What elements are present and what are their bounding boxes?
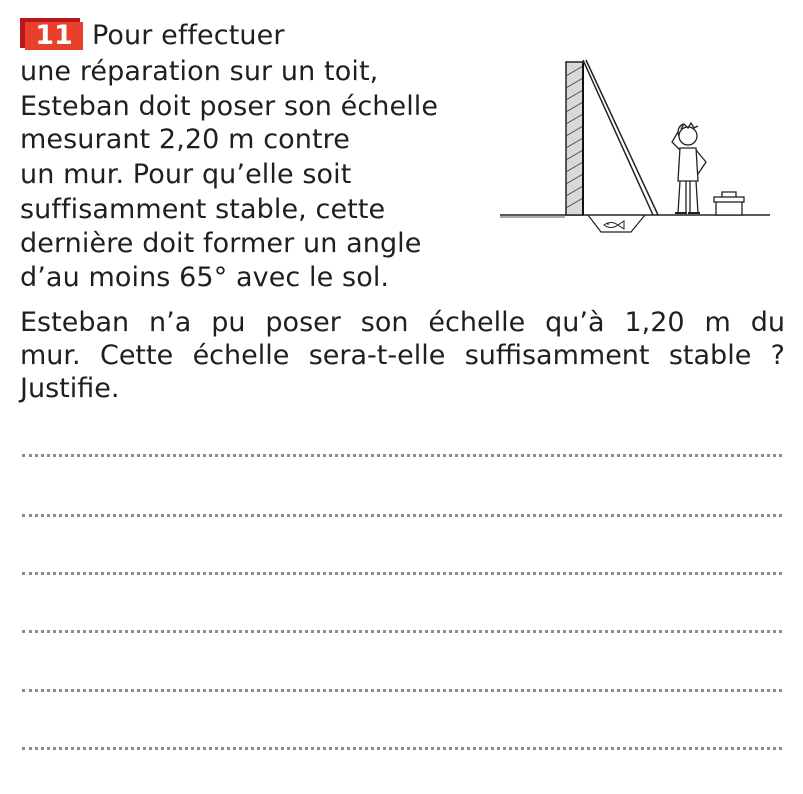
wall: [566, 62, 583, 215]
answer-dotted-line-6[interactable]: [22, 747, 782, 750]
ladder-illustration: [500, 56, 772, 240]
answer-dotted-line-2[interactable]: [22, 514, 782, 517]
question-line-3: Justifie.: [20, 373, 120, 404]
exercise-number-badge: [20, 18, 84, 52]
intro-line-4: mesurant 2,20 m contre: [20, 124, 350, 155]
man-figure: [672, 123, 706, 213]
intro-line-2: une réparation sur un toit,: [20, 56, 379, 87]
answer-dotted-line-4[interactable]: [22, 630, 782, 633]
ladder: [583, 60, 658, 215]
intro-line-8: d’au moins 65° avec le sol.: [20, 262, 390, 293]
question-line-1: Esteban n’a pu poser son échelle qu’à 1,20 m du: [20, 307, 785, 338]
hole-with-fish: [588, 215, 645, 232]
intro-line-1: Pour effectuer: [92, 20, 285, 51]
toolbox: [714, 192, 744, 215]
question-line-2: mur. Cette échelle sera-t-elle suffisamment stable ?: [20, 340, 785, 371]
intro-line-5: un mur. Pour qu’elle soit: [20, 159, 352, 190]
answer-dotted-line-3[interactable]: [22, 572, 782, 575]
answer-dotted-line-1[interactable]: [22, 454, 782, 457]
intro-line-7: dernière doit former un angle: [20, 228, 422, 259]
intro-line-6: suffisamment stable, cette: [20, 194, 386, 225]
question-paragraph: [20, 306, 785, 405]
exercise-number: 11: [25, 22, 83, 50]
intro-line-3: Esteban doit poser son échelle: [20, 91, 439, 122]
answer-dotted-line-5[interactable]: [22, 689, 782, 692]
